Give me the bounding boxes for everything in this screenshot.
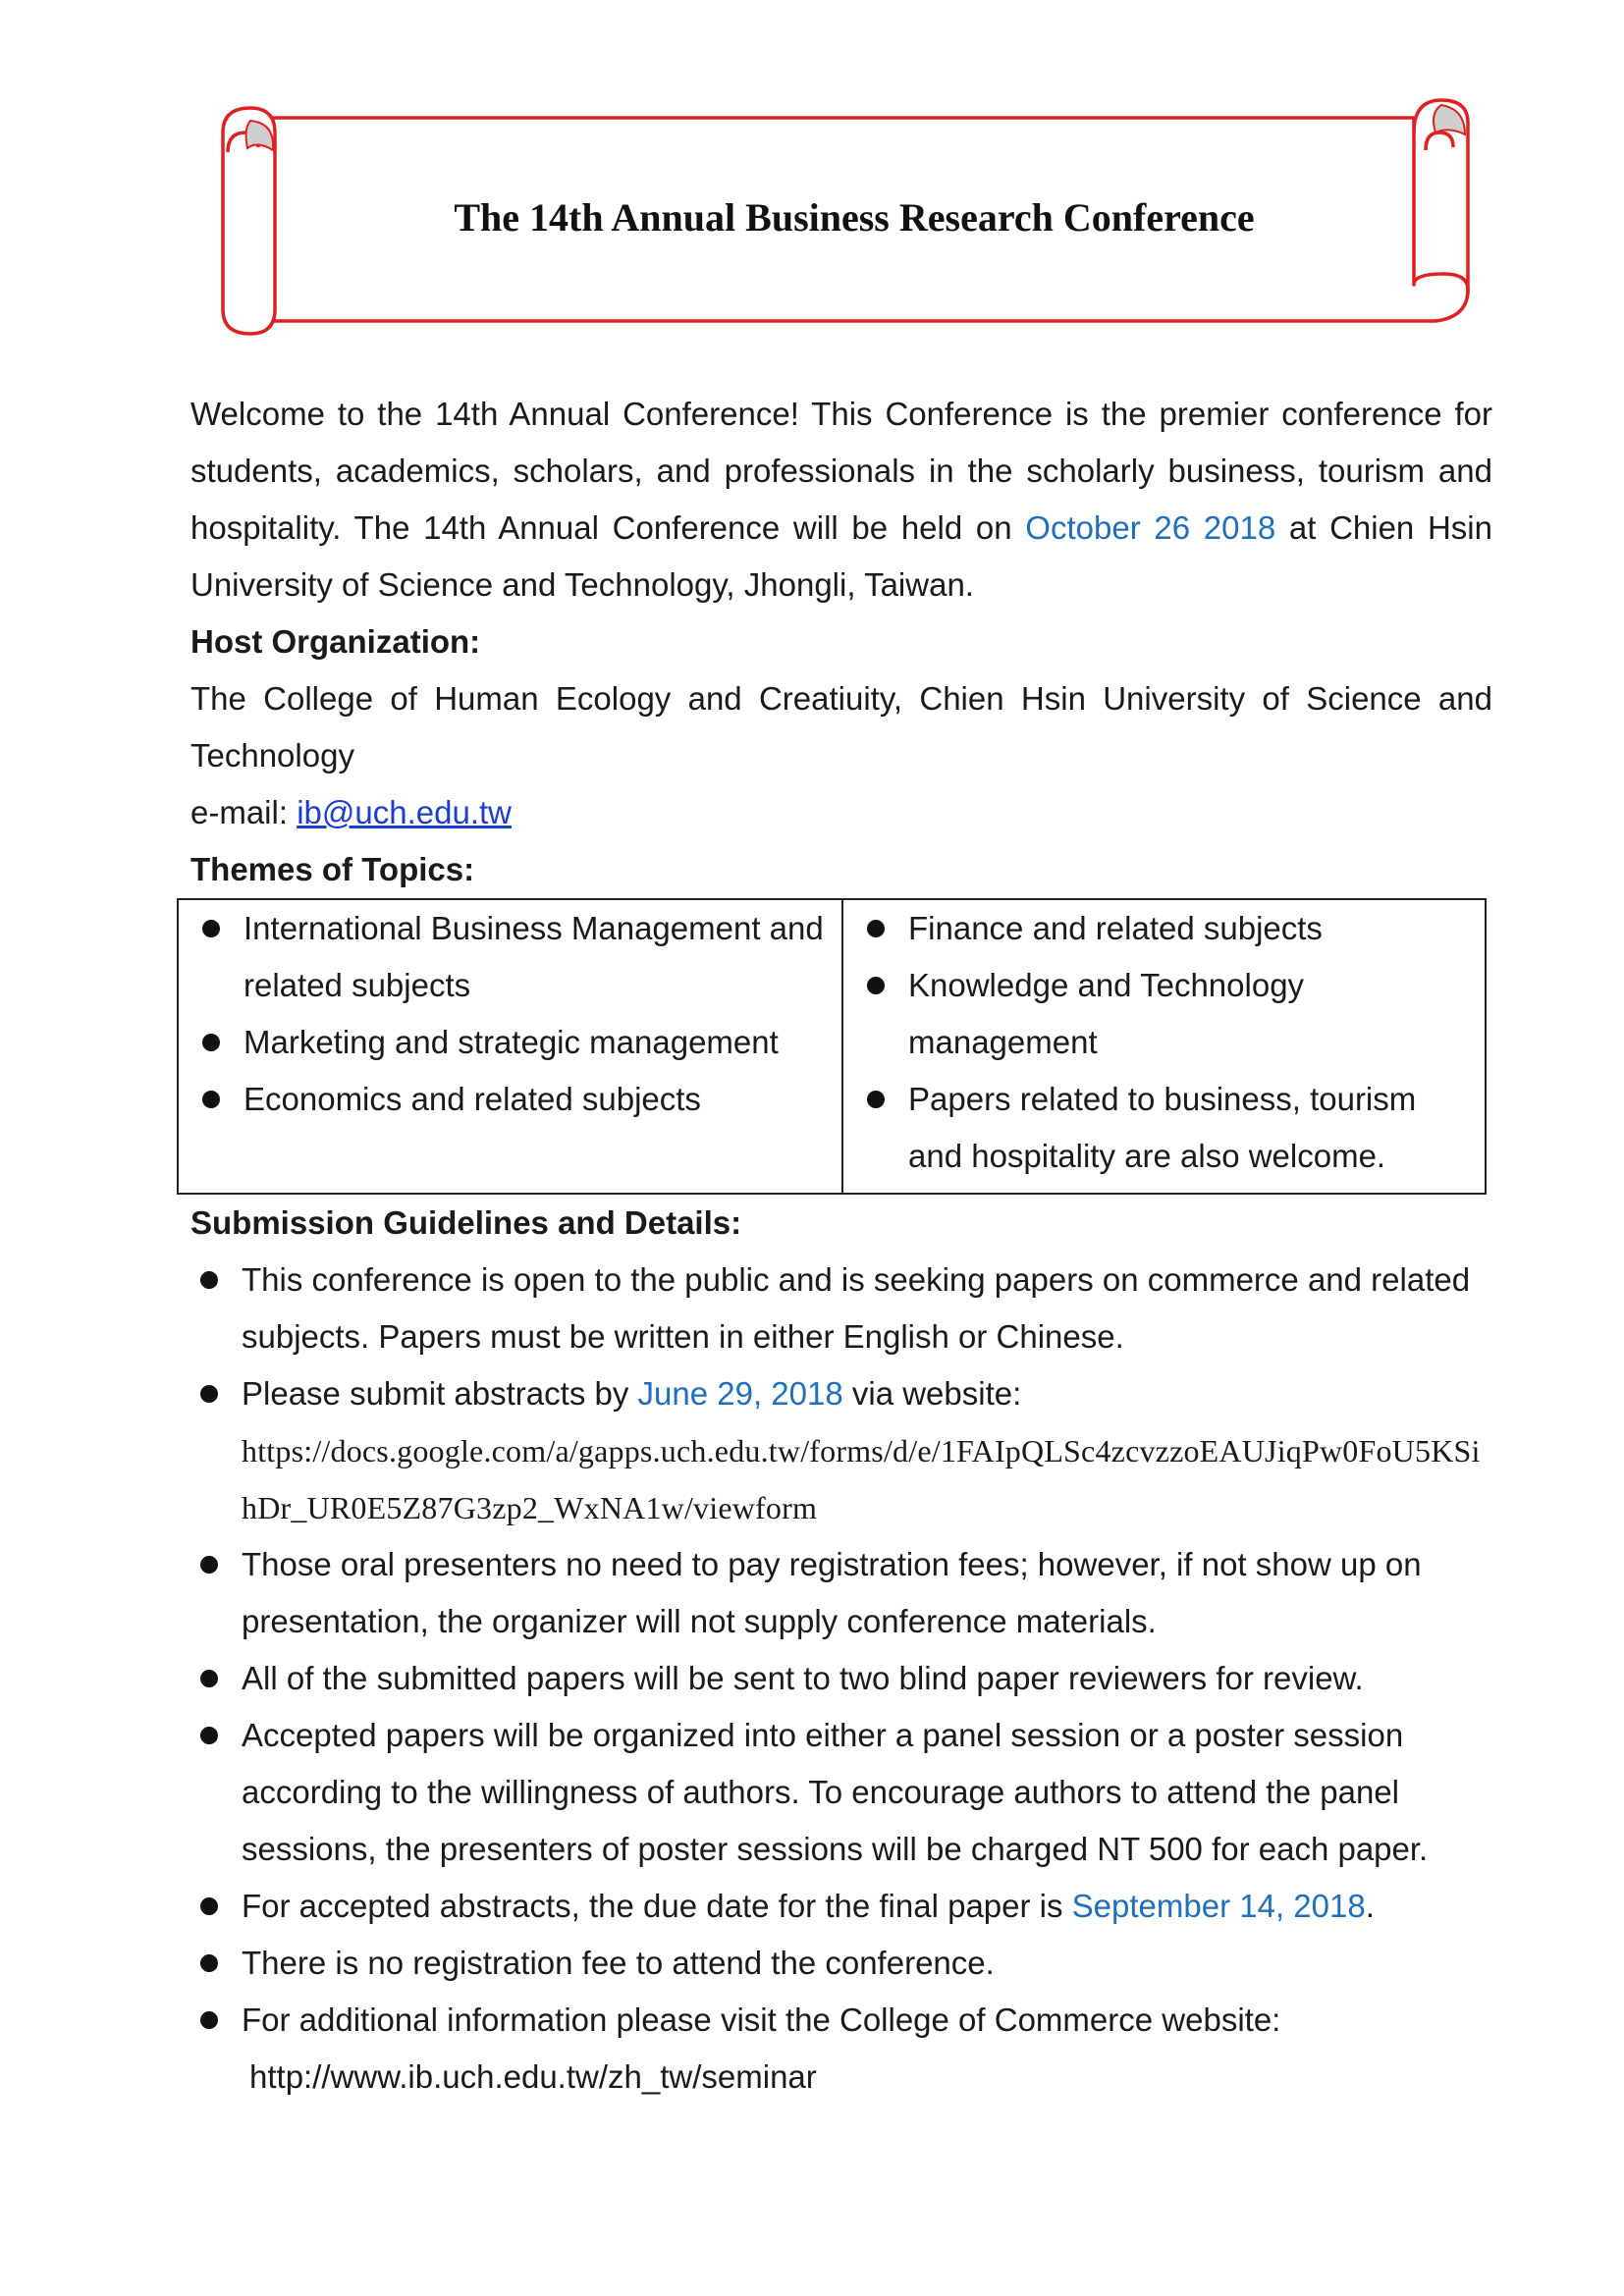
email-label: e-mail:: [190, 794, 298, 830]
email-link[interactable]: ib@uch.edu.tw: [297, 794, 512, 830]
bullet-icon: [202, 920, 220, 937]
bullet-icon: [200, 1727, 218, 1744]
topics-table: [177, 898, 1487, 1195]
submission-item: Please submit abstracts by June 29, 2018 via website: https://docs.google.com/a/gapps.uch.edu.tw/forms/d/e/1FAIpQLSc4zcvzzoEAUJiqPw0FoU5KSihDr_UR0E5Z87G3zp2_WxNA1w/viewform: [190, 1365, 1492, 1536]
final-paper-deadline: September 14, 2018: [1071, 1888, 1366, 1924]
topic-item: International Business Management and related subjects: [192, 900, 836, 1014]
submission-item: There is no registration fee to attend the conference.: [190, 1935, 1492, 1992]
bullet-icon: [200, 1897, 218, 1915]
bullet-icon: [200, 1556, 218, 1574]
conference-title: The 14th Annual Business Research Conference: [454, 195, 1255, 240]
document-body: [190, 386, 1492, 2106]
scroll-right-fold: [1434, 105, 1465, 134]
topic-item: Marketing and strategic management: [192, 1014, 836, 1071]
bullet-icon: [867, 1091, 885, 1108]
email-line: [190, 784, 1492, 841]
bullet-icon: [200, 1954, 218, 1972]
submission-item: Accepted papers will be organized into either a panel session or a poster session according to the willingness of authors. To encourage authors to attend the panel sessions, the presenters of poster sessions will be charged NT 500 for each paper.: [190, 1707, 1492, 1878]
bullet-icon: [200, 1385, 218, 1403]
bullet-icon: [867, 920, 885, 937]
submission-list: [190, 1252, 1492, 2106]
bullet-icon: [202, 1034, 220, 1051]
topic-item: Finance and related subjects: [857, 900, 1479, 957]
submission-item: Those oral presenters no need to pay registration fees; however, if not show up on presentation, the organizer will not supply conference materials.: [190, 1536, 1492, 1650]
host-name: The College of Human Ecology and Creatiuity, Chien Hsin University of Science and Technology: [190, 680, 1492, 774]
submission-heading: Submission Guidelines and Details:: [190, 1204, 742, 1241]
submission-item: This conference is open to the public and is seeking papers on commerce and related subjects. Papers must be written in either English or Chinese.: [190, 1252, 1492, 1365]
topic-item: Knowledge and Technology management: [857, 957, 1479, 1071]
topic-item: Papers related to business, tourism and hospitality are also welcome.: [857, 1071, 1479, 1185]
bullet-icon: [200, 1670, 218, 1687]
submission-item: For accepted abstracts, the due date for the final paper is September 14, 2018.: [190, 1878, 1492, 1935]
topic-item: Economics and related subjects: [192, 1071, 836, 1128]
intro-paragraph: [190, 386, 1492, 614]
abstract-deadline: June 29, 2018: [637, 1375, 843, 1412]
topics-right-column: [842, 899, 1486, 1194]
college-website-url[interactable]: http://www.ib.uch.edu.tw/zh_tw/seminar: [249, 2058, 817, 2095]
themes-heading: Themes of Topics:: [190, 851, 475, 887]
submission-item: For additional information please visit the College of Commerce website: http://www.ib.uch.edu.tw/zh_tw/seminar: [190, 1992, 1492, 2106]
bullet-icon: [200, 1271, 218, 1289]
intro-text-start: Welcome to the 14th Annual Conference! This Conference is the premier conference for students, academics, scholars, and professionals in the scholarly business, tourism and hospitality. The 14th Annual Conference will be held on: [190, 396, 1492, 546]
conference-date: October 26 2018: [1025, 509, 1276, 546]
host-heading: Host Organization:: [190, 623, 481, 660]
submission-item: All of the submitted papers will be sent to two blind paper reviewers for review.: [190, 1650, 1492, 1707]
intro-text-end: at Chien Hsin University of Science and Technology, Jhongli, Taiwan.: [190, 509, 1492, 603]
submission-form-url[interactable]: https://docs.google.com/a/gapps.uch.edu.tw/forms/d/e/1FAIpQLSc4zcvzzoEAUJiqPw0FoU5KSihDr_UR0E5Z87G3zp2_WxNA1w/viewform: [242, 1433, 1481, 1525]
bullet-icon: [202, 1091, 220, 1108]
topics-left-column: [178, 899, 842, 1194]
bullet-icon: [200, 2011, 218, 2029]
bullet-icon: [867, 977, 885, 994]
